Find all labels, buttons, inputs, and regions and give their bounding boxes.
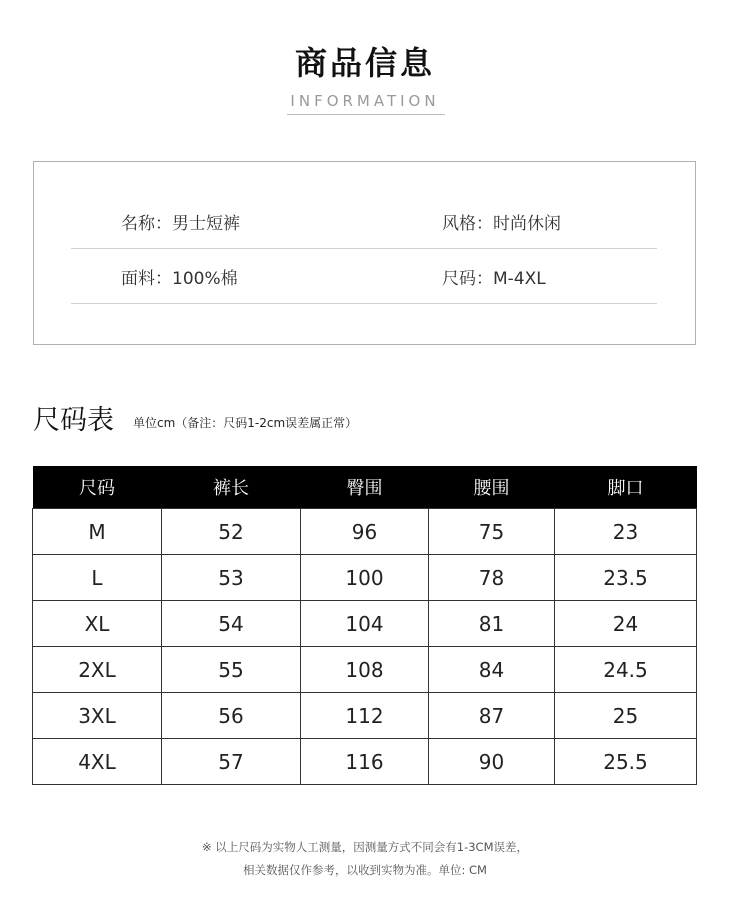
footnote-line-2: 相关数据仅作参考，以收到实物为准。单位: CM — [243, 863, 487, 877]
table-cell: 78 — [429, 555, 555, 601]
table-cell: 108 — [301, 647, 429, 693]
table-cell: 116 — [301, 739, 429, 785]
table-cell: 96 — [301, 509, 429, 555]
table-cell: 112 — [301, 693, 429, 739]
table-cell: 75 — [429, 509, 555, 555]
table-row — [33, 647, 697, 693]
column-header-length: 裤长 — [162, 466, 301, 509]
table-cell: 52 — [162, 509, 301, 555]
table-cell: 57 — [162, 739, 301, 785]
info-style: 风格：时尚休闲 — [442, 214, 561, 234]
page-title: 商品信息 — [294, 44, 435, 82]
subtitle-underline — [287, 114, 445, 115]
table-cell: 56 — [162, 693, 301, 739]
info-row — [71, 249, 657, 304]
table-cell: 53 — [162, 555, 301, 601]
column-header-hip: 臀围 — [301, 466, 429, 509]
table-cell: 84 — [429, 647, 555, 693]
info-size: 尺码：M-4XL — [442, 269, 546, 289]
table-cell: 4XL — [33, 739, 162, 785]
table-cell: 23.5 — [555, 555, 697, 601]
table-cell: 25.5 — [555, 739, 697, 785]
table-cell: 54 — [162, 601, 301, 647]
table-row — [33, 601, 697, 647]
table-cell: 24.5 — [555, 647, 697, 693]
table-cell: L — [33, 555, 162, 601]
size-chart-title: 尺码表 — [33, 405, 114, 436]
table-cell: 100 — [301, 555, 429, 601]
table-row — [33, 739, 697, 785]
table-cell: 25 — [555, 693, 697, 739]
table-row — [33, 509, 697, 555]
table-row — [33, 693, 697, 739]
column-header-leg-opening: 脚口 — [555, 466, 697, 509]
table-cell: 23 — [555, 509, 697, 555]
table-cell: 2XL — [33, 647, 162, 693]
footnote-line-1: ※ 以上尺码为实物人工测量，因测量方式不同会有1-3CM误差， — [201, 840, 529, 854]
info-name: 名称：男士短裤 — [121, 214, 240, 234]
table-header-row — [33, 466, 697, 509]
info-fabric: 面料：100%棉 — [121, 269, 238, 289]
table-cell: 104 — [301, 601, 429, 647]
table-cell: 24 — [555, 601, 697, 647]
page-subtitle: INFORMATION — [290, 92, 440, 110]
table-cell: 90 — [429, 739, 555, 785]
table-row — [33, 555, 697, 601]
info-row — [71, 194, 657, 249]
column-header-size: 尺码 — [33, 466, 162, 509]
table-cell: XL — [33, 601, 162, 647]
product-info-box — [33, 161, 696, 345]
table-cell: M — [33, 509, 162, 555]
size-table — [32, 466, 697, 785]
table-cell: 87 — [429, 693, 555, 739]
table-cell: 55 — [162, 647, 301, 693]
table-cell: 3XL — [33, 693, 162, 739]
table-cell: 81 — [429, 601, 555, 647]
size-chart-note: 单位cm（备注：尺码1-2cm误差属正常） — [133, 416, 358, 430]
column-header-waist: 腰围 — [429, 466, 555, 509]
